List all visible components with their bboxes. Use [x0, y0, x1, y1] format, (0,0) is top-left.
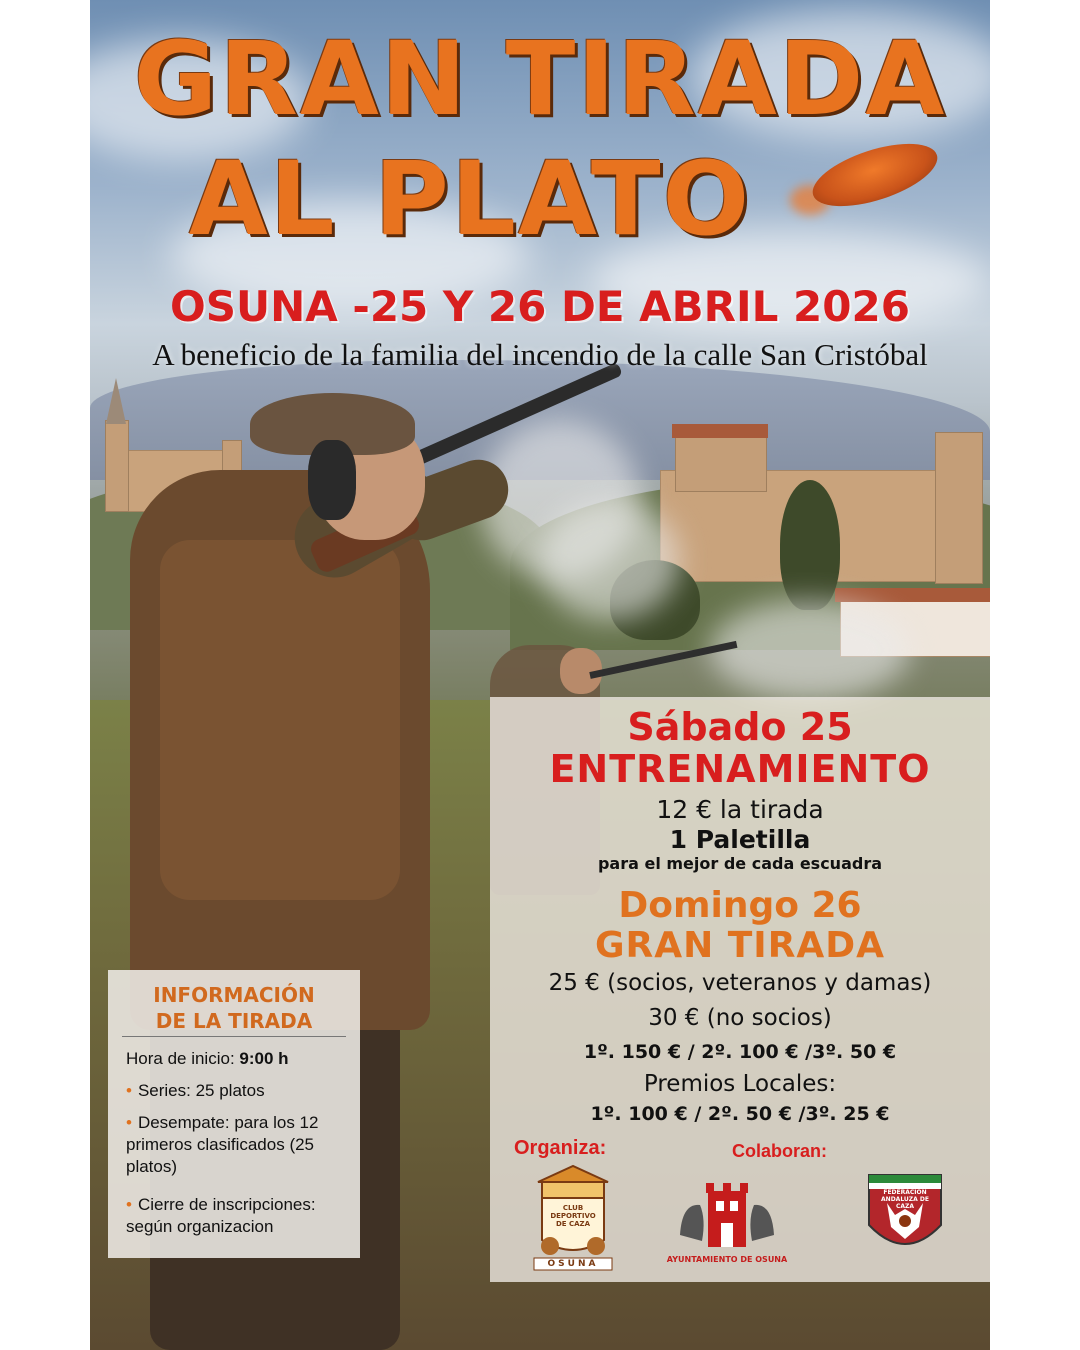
church-spire — [106, 378, 126, 424]
saturday-price: 12 € la tirada — [656, 795, 824, 824]
club-town: OSUNA — [547, 1259, 599, 1269]
federation-shield-icon — [865, 1169, 945, 1264]
ayuntamiento-name: AYUNTAMIENTO DE OSUNA — [666, 1255, 788, 1264]
smoke — [540, 500, 680, 620]
club-caza-osuna-logo — [528, 1162, 618, 1272]
sunday-prizes: 1º. 150 € / 2º. 100 € /3º. 50 € — [583, 1041, 897, 1063]
ayuntamiento-osuna-logo — [666, 1175, 788, 1267]
church-dome — [675, 430, 767, 492]
bell-tower — [935, 432, 983, 584]
tiebreak-label: Desempate — [137, 1113, 225, 1132]
info-closing — [126, 1194, 354, 1238]
bullet-icon: • — [126, 1195, 132, 1214]
saturday-day: Sábado 25 — [627, 705, 853, 749]
title-line-1: GRAN TIRADA — [133, 20, 947, 139]
house-roof — [835, 588, 990, 602]
title-line-2: AL PLATO — [188, 140, 752, 259]
colaboran-label: Colaboran: — [732, 1141, 828, 1161]
info-panel — [108, 970, 360, 1258]
hunter-vest — [160, 540, 400, 900]
church-tower — [105, 420, 129, 512]
club-name: CLUB DEPORTIVO DE CAZA — [550, 1204, 596, 1228]
ear-protector-icon — [308, 440, 356, 520]
castle-tower-icon — [672, 1175, 782, 1255]
info-series — [126, 1080, 354, 1102]
local-prizes-label: Premios Locales: — [643, 1071, 837, 1097]
dome-roof — [672, 424, 768, 438]
sunday-price-non-members: 30 € (no socios) — [648, 1005, 832, 1031]
smoke — [710, 600, 910, 700]
tiebreak-text: : para los 12 primeros clasificados (25 platos) — [126, 1113, 319, 1176]
poster — [90, 0, 990, 1350]
sunday-day: Domingo 26 — [618, 885, 862, 926]
federacion-name: FEDERACION ANDALUZA DE CAZA — [881, 1189, 929, 1210]
info-title-line-2: DE LA TIRADA — [155, 1009, 313, 1033]
schedule-panel — [490, 697, 990, 1282]
start-time: 9:00 h — [239, 1049, 289, 1068]
info-start-time — [126, 1048, 354, 1070]
sunday-price-members: 25 € (socios, veteranos y damas) — [548, 970, 932, 996]
bullet-icon: • — [126, 1081, 132, 1100]
start-label: Hora de inicio: — [126, 1049, 235, 1068]
saturday-event: ENTRENAMIENTO — [549, 747, 931, 791]
series-text: Series: 25 platos — [137, 1081, 265, 1100]
organiza-label: Organiza: — [514, 1137, 607, 1159]
federacion-andaluza-logo — [865, 1169, 945, 1264]
info-divider — [122, 1036, 346, 1037]
info-title — [108, 982, 360, 1034]
saturday-prize-note: para el mejor de cada escuadra — [597, 854, 883, 873]
event-subtitle: A beneficio de la familia del incendio de la calle San Cristóbal — [152, 337, 928, 372]
event-date: OSUNA -25 Y 26 DE ABRIL 2026 — [170, 282, 910, 331]
local-prizes: 1º. 100 € / 2º. 50 € /3º. 25 € — [590, 1103, 890, 1125]
saturday-prize: 1 Paletilla — [669, 825, 811, 854]
sunday-event: GRAN TIRADA — [594, 925, 886, 966]
info-tiebreak — [126, 1112, 354, 1178]
bullet-icon: • — [126, 1113, 132, 1132]
info-title-line-1: INFORMACIÓN — [153, 983, 315, 1007]
closing-text: Cierre de inscripciones: según organizacion — [126, 1195, 316, 1236]
cypress-tree — [780, 480, 840, 610]
